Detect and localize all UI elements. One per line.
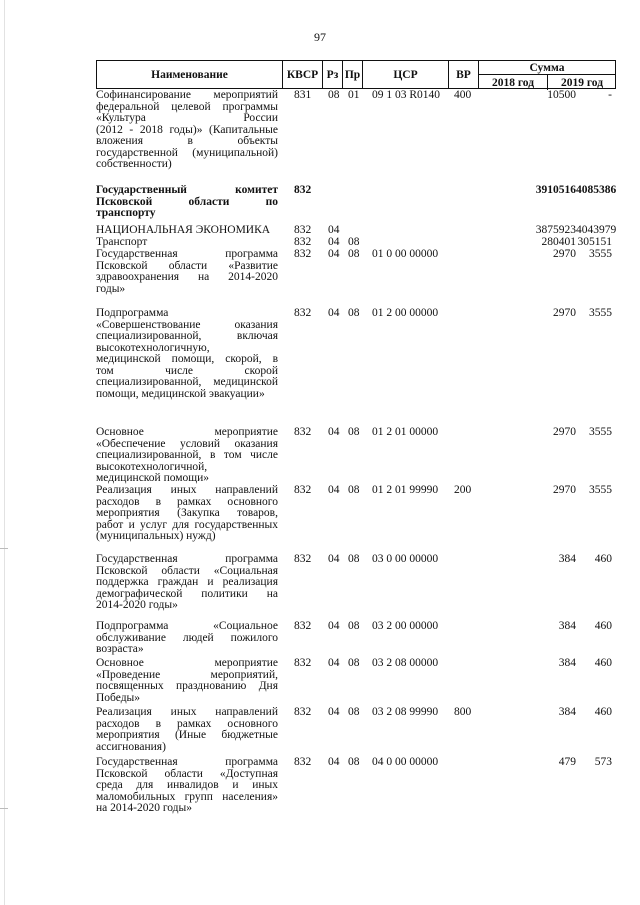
row-pr: 08	[348, 248, 360, 260]
row-rz: 04	[328, 756, 340, 768]
row-name-line: работ и услуг для государственных	[96, 518, 278, 531]
row-rz: 04	[328, 426, 340, 438]
row-s2018: 2970	[553, 484, 576, 496]
row-pr: 08	[348, 620, 360, 632]
row-name	[96, 707, 278, 753]
row-kvsr: 832	[294, 657, 312, 669]
row-name-line: медицинской помощи, скорой, в	[96, 353, 278, 365]
row-kvsr: 831	[294, 89, 312, 101]
row-name	[96, 249, 278, 295]
table-header	[96, 60, 616, 89]
header-rz: Рз	[322, 60, 342, 89]
row-rz: 04	[328, 224, 340, 236]
header-sum-group	[478, 60, 616, 89]
row-name	[96, 621, 278, 656]
row-s2018: 10500	[547, 89, 576, 101]
row-name-line: высокотехнологичной,	[96, 460, 208, 473]
row-name-line: расходов в рамках основного	[96, 717, 278, 730]
row-s2018: 3910516	[535, 184, 576, 196]
row-name-line: Транспорт	[96, 236, 148, 248]
row-s2019: 3555	[589, 248, 612, 260]
row-name-line: «Культура России	[96, 112, 278, 124]
row-name	[96, 90, 278, 171]
row-name-line: том числе скорой	[96, 364, 278, 377]
row-name-line: мероприятия (Закупка товаров,	[96, 507, 278, 519]
row-s2018: 3875923	[535, 224, 576, 236]
row-name-line: Подпрограмма «Социальное	[96, 620, 278, 632]
row-s2018: 2970	[553, 426, 576, 438]
row-csr: 01 2 00 00000	[372, 307, 439, 319]
row-kvsr: 832	[294, 484, 312, 496]
row-kvsr: 832	[294, 184, 312, 196]
row-name-line: Государственная программа	[96, 248, 278, 260]
row-csr: 01 0 00 00000	[372, 248, 439, 260]
row-name-line: демографической политики на	[96, 587, 278, 600]
row-name-line: Государственная программа	[96, 756, 278, 768]
row-s2019: 460	[594, 706, 612, 718]
row-s2018: 384	[558, 620, 576, 632]
row-pr: 08	[348, 236, 360, 248]
row-name	[96, 757, 278, 815]
row-name	[96, 658, 278, 704]
row-name-line: Псковской области по	[96, 195, 278, 208]
row-name-line: транспорту	[96, 207, 156, 219]
row-name	[96, 308, 278, 400]
row-s2019: 460	[594, 553, 612, 565]
row-rz: 04	[328, 236, 340, 248]
scan-margin-tick	[0, 548, 8, 549]
row-name-line: возраста»	[96, 643, 144, 655]
row-name	[96, 185, 278, 220]
row-name-line: поддержка граждан и реализация	[96, 576, 278, 588]
scan-margin-tick	[0, 808, 8, 809]
row-name-line: маломобильных групп населения»	[96, 790, 278, 803]
row-csr: 03 2 00 00000	[372, 620, 439, 632]
row-csr: 01 2 01 99990	[372, 484, 439, 496]
row-name-line: посвященных празднованию Дня	[96, 680, 278, 692]
row-name-line: здравоохранения на 2014-2020	[96, 271, 278, 283]
row-csr: 01 2 01 00000	[372, 426, 439, 438]
row-name-line: Победы»	[96, 691, 141, 704]
row-pr: 08	[348, 484, 360, 496]
row-s2018: 384	[558, 553, 576, 565]
row-pr: 08	[348, 553, 360, 565]
row-pr: 08	[348, 307, 360, 319]
row-kvsr: 832	[294, 307, 312, 319]
row-s2019: 305151	[577, 236, 612, 248]
row-rz: 04	[328, 706, 340, 718]
row-kvsr: 832	[294, 236, 312, 248]
row-name-line: специализированной, медицинской	[96, 376, 278, 388]
row-csr: 03 0 00 00000	[372, 553, 439, 565]
header-vr: ВР	[448, 60, 478, 89]
row-name-line: 2014-2020 годы»	[96, 599, 178, 611]
row-pr: 08	[348, 706, 360, 718]
row-rz: 04	[328, 307, 340, 319]
row-name-line: государственной (муниципальной)	[96, 146, 278, 159]
row-csr: 04 0 00 00000	[372, 756, 439, 768]
row-kvsr: 832	[294, 756, 312, 768]
row-name-line: ассигнования)	[96, 740, 166, 753]
row-name-line: Основное мероприятие	[96, 657, 278, 669]
row-rz: 04	[328, 248, 340, 260]
row-rz: 04	[328, 553, 340, 565]
row-kvsr: 832	[294, 620, 312, 632]
row-name-line: (2012 - 2018 годы)» (Капитальные	[96, 123, 278, 136]
row-name-line: годы»	[96, 282, 126, 295]
row-name-line: среда для инвалидов и иных	[96, 779, 278, 791]
row-rz: 04	[328, 620, 340, 632]
row-name-line: на 2014-2020 годы»	[96, 802, 193, 814]
row-s2018: 2970	[553, 248, 576, 260]
row-kvsr: 832	[294, 426, 312, 438]
header-csr: ЦСР	[362, 60, 448, 89]
row-name-line: Псковской области «Развитие	[96, 259, 278, 272]
row-rz: 04	[328, 484, 340, 496]
row-pr: 08	[348, 426, 360, 438]
row-kvsr: 832	[294, 706, 312, 718]
row-s2019: 4085386	[576, 184, 617, 196]
row-pr: 08	[348, 756, 360, 768]
row-csr: 09 1 03 R0140	[372, 89, 441, 101]
row-name	[96, 427, 278, 485]
row-name-line: (муниципальных) нужд)	[96, 530, 216, 542]
row-s2019: 4043979	[576, 224, 617, 236]
row-name-line: обслуживание людей пожилого	[96, 631, 278, 644]
row-s2019: 460	[594, 657, 612, 669]
row-name-line: Псковской области «Социальная	[96, 564, 278, 577]
row-name-line: медицинской помощи»	[96, 472, 210, 484]
row-name	[96, 485, 278, 543]
row-s2018: 384	[558, 657, 576, 669]
row-kvsr: 832	[294, 248, 312, 260]
row-pr: 08	[348, 657, 360, 669]
row-s2019: -	[608, 89, 612, 101]
header-name: Наименование	[96, 60, 282, 89]
row-name-line: помощи, медицинской эвакуации»	[96, 387, 265, 400]
row-name-line: НАЦИОНАЛЬНАЯ ЭКОНОМИКА	[96, 224, 271, 236]
header-sum: Сумма	[479, 61, 615, 75]
row-name-line: специализированной, в том числе	[96, 449, 278, 461]
row-name-line: Псковской области «Доступная	[96, 767, 278, 780]
row-name-line: федеральной целевой программы	[96, 100, 278, 113]
header-2019: 2019 год	[560, 76, 604, 89]
header-kvsr: КВСР	[282, 60, 322, 89]
row-name-line: Реализация иных направлений	[96, 484, 278, 496]
row-s2018: 2970	[553, 307, 576, 319]
row-name-line: Основное мероприятие	[96, 426, 278, 438]
row-s2018: 384	[558, 706, 576, 718]
row-name-line: собственности)	[96, 158, 172, 170]
row-s2019: 460	[594, 620, 612, 632]
row-name-line: Государственная программа	[96, 553, 278, 565]
header-pr: Пр	[342, 60, 362, 89]
row-name-line: высокотехнологичную,	[96, 341, 210, 354]
header-2018: 2018 год	[479, 75, 548, 90]
row-csr: 03 2 08 00000	[372, 657, 439, 669]
row-s2018: 479	[558, 756, 576, 768]
row-s2019: 3555	[589, 307, 612, 319]
row-name-line: Реализация иных направлений	[96, 706, 278, 718]
row-name-line: специализированной, включая	[96, 330, 278, 342]
row-name-line: «Совершенствование оказания	[96, 318, 278, 331]
row-rz: 08	[328, 89, 340, 101]
scan-margin-line	[4, 0, 5, 905]
row-kvsr: 832	[294, 553, 312, 565]
row-s2019: 573	[594, 756, 612, 768]
row-name-line: «Обеспечение условий оказания	[96, 437, 278, 450]
row-name-line: Софинансирование мероприятий	[96, 89, 278, 101]
row-vr: 800	[454, 706, 472, 718]
row-name	[96, 225, 278, 237]
row-name-line: Государственный комитет	[96, 184, 278, 196]
row-csr: 03 2 08 99990	[372, 706, 439, 718]
row-name	[96, 554, 278, 612]
row-name-line: вложения в объекты	[96, 135, 278, 147]
row-vr: 200	[454, 484, 472, 496]
row-kvsr: 832	[294, 224, 312, 236]
row-pr: 01	[348, 89, 360, 101]
row-s2019: 3555	[589, 426, 612, 438]
row-s2019: 3555	[589, 484, 612, 496]
row-name-line: мероприятия (Иные бюджетные	[96, 729, 278, 741]
row-name	[96, 237, 278, 249]
row-rz: 04	[328, 657, 340, 669]
row-name-line: расходов в рамках основного	[96, 495, 278, 508]
row-s2018: 280401	[541, 236, 576, 248]
row-name-line: «Проведение мероприятий,	[96, 668, 278, 681]
row-vr: 400	[454, 89, 472, 101]
page-number: 97	[314, 30, 326, 44]
row-name-line: Подпрограмма	[96, 307, 169, 319]
